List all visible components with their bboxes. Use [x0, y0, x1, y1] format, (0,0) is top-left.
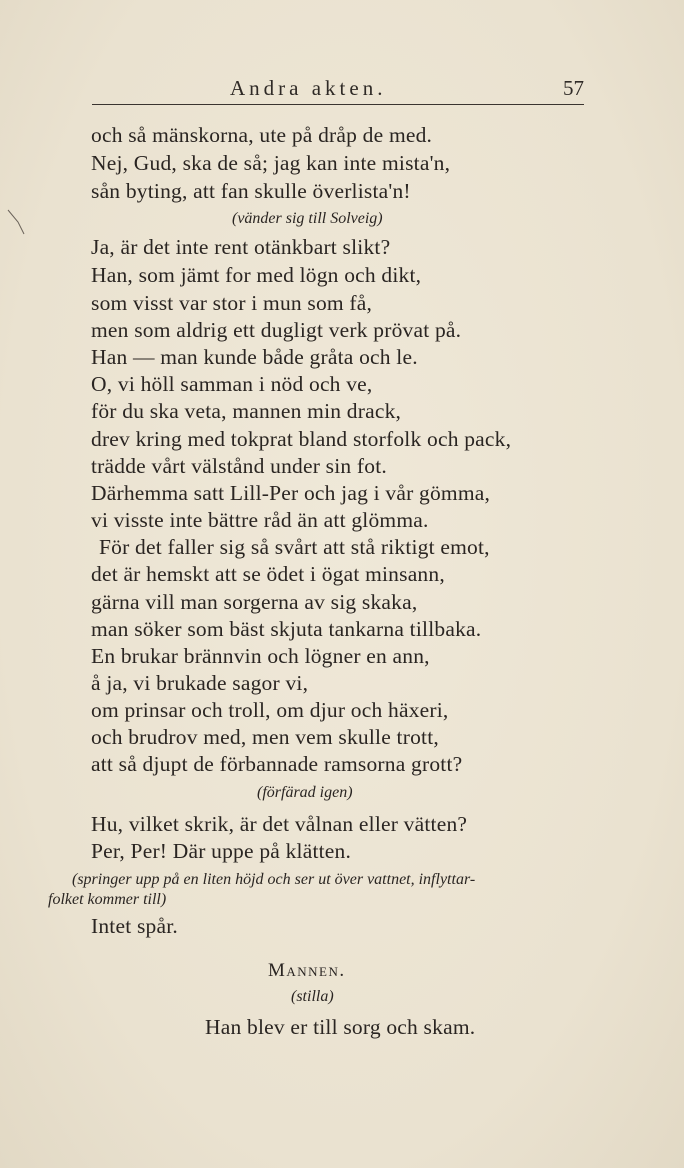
verse-line: Hu, vilket skrik, är det vålnan eller vätten?: [91, 812, 468, 836]
running-head: Andra akten.: [230, 76, 387, 100]
stage-direction: folket kommer till): [48, 891, 167, 908]
stage-direction: (springer upp på en liten höjd och ser ut över vattnet, inflyttar-: [72, 871, 476, 888]
page-number: 57: [563, 76, 584, 100]
verse-line: gärna vill man sorgerna av sig skaka,: [91, 590, 418, 614]
verse-line: Ja, är det inte rent otänkbart slikt?: [91, 235, 391, 259]
verse-line: för du ska veta, mannen min drack,: [91, 399, 402, 423]
verse-line: O, vi höll samman i nöd och ve,: [91, 372, 373, 396]
verse-line: som visst var stor i mun som få,: [91, 291, 373, 315]
verse-line: trädde vårt välstånd under sin fot.: [91, 454, 387, 478]
header-rule: [92, 104, 584, 105]
verse-line: vi visste inte bättre råd än att glömma.: [91, 508, 429, 532]
speaker-name: Mannen.: [268, 960, 346, 981]
verse-line: För det faller sig så svårt att stå riktigt emot,: [99, 535, 490, 559]
stage-direction: (vänder sig till Solveig): [232, 210, 383, 227]
verse-line: om prinsar och troll, om djur och häxeri,: [91, 698, 449, 722]
margin-mark-icon: [6, 208, 28, 238]
verse-line: sån byting, att fan skulle överlista'n!: [91, 179, 411, 203]
verse-line: och så mänskorna, ute på dråp de med.: [91, 123, 433, 147]
stage-direction: (stilla): [291, 988, 334, 1005]
verse-line: och brudrov med, men vem skulle trott,: [91, 725, 439, 749]
verse-line: å ja, vi brukade sagor vi,: [91, 671, 309, 695]
stage-direction: (förfärad igen): [257, 784, 353, 801]
verse-line: det är hemskt att se ödet i ögat minsann,: [91, 562, 445, 586]
verse-line: Per, Per! Där uppe på klätten.: [91, 839, 352, 863]
verse-line: drev kring med tokprat bland storfolk och pack,: [91, 427, 512, 451]
verse-line: En brukar brännvin och lögner en ann,: [91, 644, 430, 668]
verse-line: Intet spår.: [91, 914, 178, 938]
verse-line: Han, som jämt for med lögn och dikt,: [91, 263, 422, 287]
verse-line: Han — man kunde både gråta och le.: [91, 345, 418, 369]
verse-line: man söker som bäst skjuta tankarna tillbaka.: [91, 617, 482, 641]
verse-line: att så djupt de förbannade ramsorna grott?: [91, 752, 463, 776]
verse-line: Nej, Gud, ska de så; jag kan inte mista'n,: [91, 151, 451, 175]
verse-line: men som aldrig ett dugligt verk prövat på.: [91, 318, 462, 342]
verse-line: Han blev er till sorg och skam.: [205, 1015, 476, 1039]
verse-line: Därhemma satt Lill-Per och jag i vår gömma,: [91, 481, 491, 505]
